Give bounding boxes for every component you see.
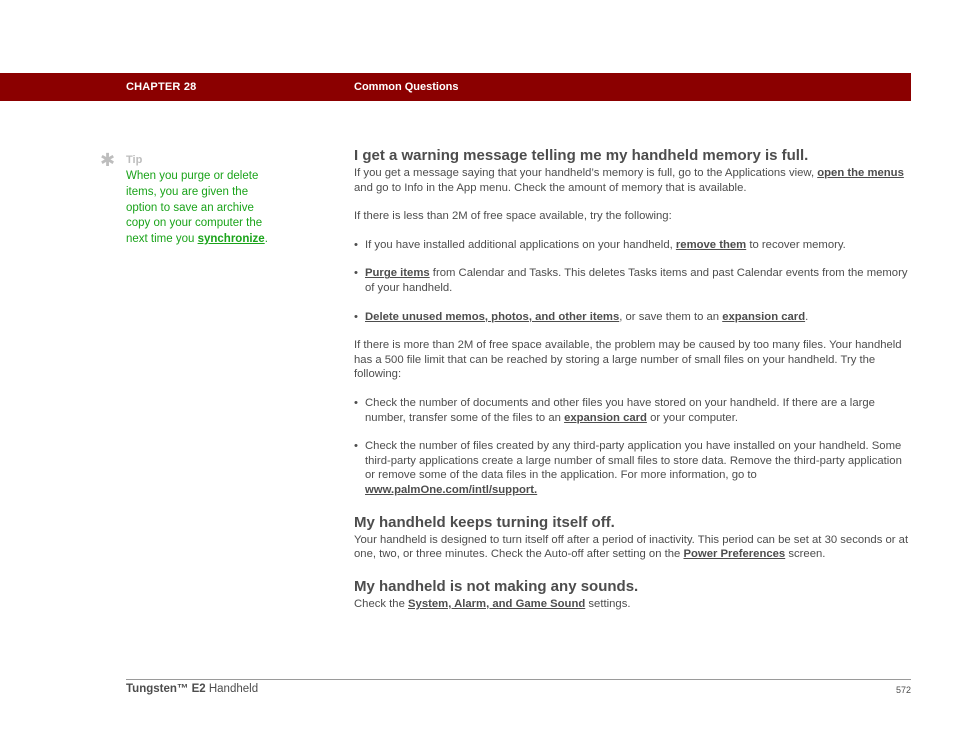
chapter-number: CHAPTER 28 bbox=[126, 81, 197, 93]
text: Check the bbox=[354, 597, 409, 610]
text: If you have installed additional applications on your handheld, bbox=[365, 238, 676, 251]
expansion-card-link[interactable]: expansion card bbox=[564, 411, 647, 424]
section-heading-no-sounds: My handheld is not making any sounds. bbox=[354, 577, 639, 595]
paragraph bbox=[354, 597, 914, 612]
bullet-dot: • bbox=[354, 238, 358, 251]
tip-text bbox=[126, 169, 278, 248]
remove-them-link[interactable]: remove them bbox=[675, 238, 747, 251]
expansion-card-link[interactable]: expansion card bbox=[722, 310, 806, 323]
tip-body-text: When you purge or delete items, you are given the option to save an archive copy on your computer the next time you bbox=[126, 170, 263, 246]
paragraph: If there is more than 2M of free space available, the problem may be caused by too many files. Your handheld has a 500 file limit that can be reached by storing a large number of small files on your handheld. Try the following: bbox=[354, 339, 902, 381]
delete-unused-items-link[interactable]: Delete unused memos, photos, and other items bbox=[365, 310, 620, 323]
paragraph: If there is less than 2M of free space available, try the following: bbox=[354, 210, 672, 223]
open-the-menus-link[interactable]: open the menus bbox=[817, 167, 904, 179]
purge-items-link[interactable]: Purge items bbox=[365, 267, 430, 280]
footer-divider bbox=[126, 679, 911, 680]
page-number: 572 bbox=[895, 685, 911, 695]
text: and go to Info in the App menu. Check the amount of memory that is available. bbox=[354, 181, 747, 194]
bullet-dot: • bbox=[354, 267, 358, 280]
text: Check the number of files created by any third-party application you have installed on your handheld. Some third-party applications create a large number of small files to store data. Remove the third-party application or remove some of the data files in the application. For more information, go to bbox=[365, 440, 902, 482]
bullet-dot: • bbox=[354, 310, 358, 323]
text: from Calendar and Tasks. This deletes Tasks items and past Calendar events from the memory of your handheld. bbox=[365, 267, 908, 294]
synchronize-link[interactable]: synchronize bbox=[197, 233, 265, 246]
text: screen. bbox=[785, 548, 826, 561]
sound-settings-link[interactable]: System, Alarm, and Game Sound bbox=[408, 597, 586, 610]
list-item bbox=[354, 238, 914, 253]
text: Your handheld is designed to turn itself off after a period of inactivity. This period can be set at 30 seconds or at one, two, or three minutes. Check the Auto-off after setting on the bbox=[354, 533, 909, 561]
text: settings. bbox=[585, 597, 631, 610]
product-suffix: Handheld bbox=[205, 683, 259, 695]
text: , or save them to an bbox=[619, 310, 723, 323]
tip-label: Tip bbox=[126, 154, 143, 166]
list-item bbox=[354, 439, 914, 497]
list-item bbox=[354, 310, 914, 325]
text: If you get a message saying that your handheld’s memory is full, go to the Applications view, bbox=[354, 167, 818, 179]
paragraph bbox=[354, 166, 914, 195]
footer-product bbox=[126, 683, 258, 695]
bullet-dot: • bbox=[354, 396, 358, 409]
text: Check the number of documents and other files you have stored on your handheld. If there are a large number, transfer some of the files to an bbox=[365, 396, 875, 424]
section-heading-turning-off: My handheld keeps turning itself off. bbox=[354, 513, 615, 531]
chapter-header-bar bbox=[0, 73, 911, 101]
asterisk-icon: ✱ bbox=[100, 150, 116, 170]
section-heading-memory-full: I get a warning message telling me my handheld memory is full. bbox=[354, 147, 809, 164]
text: to recover memory. bbox=[746, 238, 846, 251]
list-item bbox=[354, 396, 914, 425]
chapter-title: Common Questions bbox=[354, 81, 459, 93]
bullet-dot: • bbox=[354, 440, 358, 453]
list-item bbox=[354, 266, 914, 295]
paragraph bbox=[354, 533, 914, 562]
product-name: Tungsten™ E2 bbox=[126, 683, 206, 695]
text: or your computer. bbox=[646, 411, 738, 424]
power-preferences-link[interactable]: Power Preferences bbox=[683, 548, 786, 561]
tip-suffix: . bbox=[264, 233, 268, 246]
text: . bbox=[805, 310, 809, 323]
palmone-support-link[interactable]: www.palmOne.com/intl/support. bbox=[365, 483, 538, 496]
main-content bbox=[354, 146, 914, 611]
